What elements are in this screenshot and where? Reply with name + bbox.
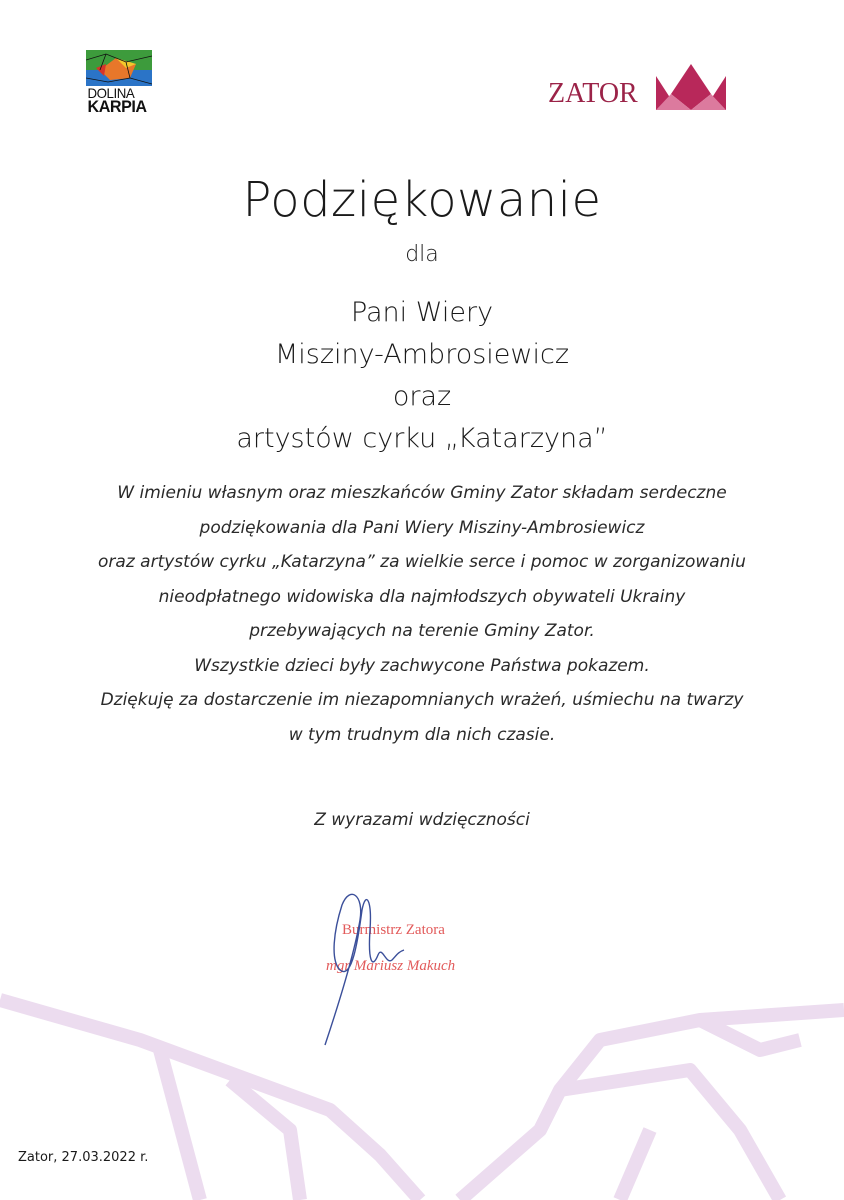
stamp-title: Burmistrz Zatora xyxy=(342,922,445,938)
recipients xyxy=(0,292,844,460)
body-text xyxy=(0,476,844,752)
logo-line-2: KARPIA xyxy=(87,97,147,116)
zator-logo-text: ZATOR xyxy=(548,78,638,109)
zator-crown-icon xyxy=(656,64,726,116)
body-line: Wszystkie dzieci były zachwycone Państwa pokazem. xyxy=(194,655,650,676)
recipient-line: artystów cyrku „Katarzyna” xyxy=(236,423,608,454)
signature xyxy=(300,880,500,1060)
recipient-line: Misziny-Ambrosiewicz xyxy=(274,339,570,370)
stamp-name: mgr Mariusz Makuch xyxy=(326,958,456,974)
dolina-karpia-logo-icon xyxy=(86,50,152,86)
body-line: Dziękuję za dostarczenie im niezapomnianych wrażeń, uśmiechu na twarzy xyxy=(100,690,744,710)
body-line: przebywających na terenie Gminy Zator. xyxy=(249,621,595,641)
logo-line-1: DOLINA xyxy=(87,85,135,101)
recipient-line: Pani Wiery xyxy=(350,297,494,328)
body-line: W imieniu własnym oraz mieszkańców Gminy Zator składam serdeczne xyxy=(117,483,727,503)
date: Zator, 27.03.2022 r. xyxy=(18,1150,149,1165)
document-title: Podziękowanie xyxy=(242,172,602,228)
body-line: podziękowania dla Pani Wiery Misziny-Ambrosiewicz xyxy=(199,517,645,538)
body-line: oraz artystów cyrku „Katarzyna” za wielkie serce i pomoc w zorganizowaniu xyxy=(98,552,746,572)
body-line: nieodpłatnego widowiska dla najmłodszych obywateli Ukrainy xyxy=(158,586,686,607)
dolina-karpia-logo-text xyxy=(88,86,147,114)
recipient-line: oraz xyxy=(392,381,452,412)
for-label: dla xyxy=(405,242,439,267)
body-line: w tym trudnym dla nich czasie. xyxy=(288,724,556,745)
closing: Z wyrazami wdzięczności xyxy=(314,810,530,830)
